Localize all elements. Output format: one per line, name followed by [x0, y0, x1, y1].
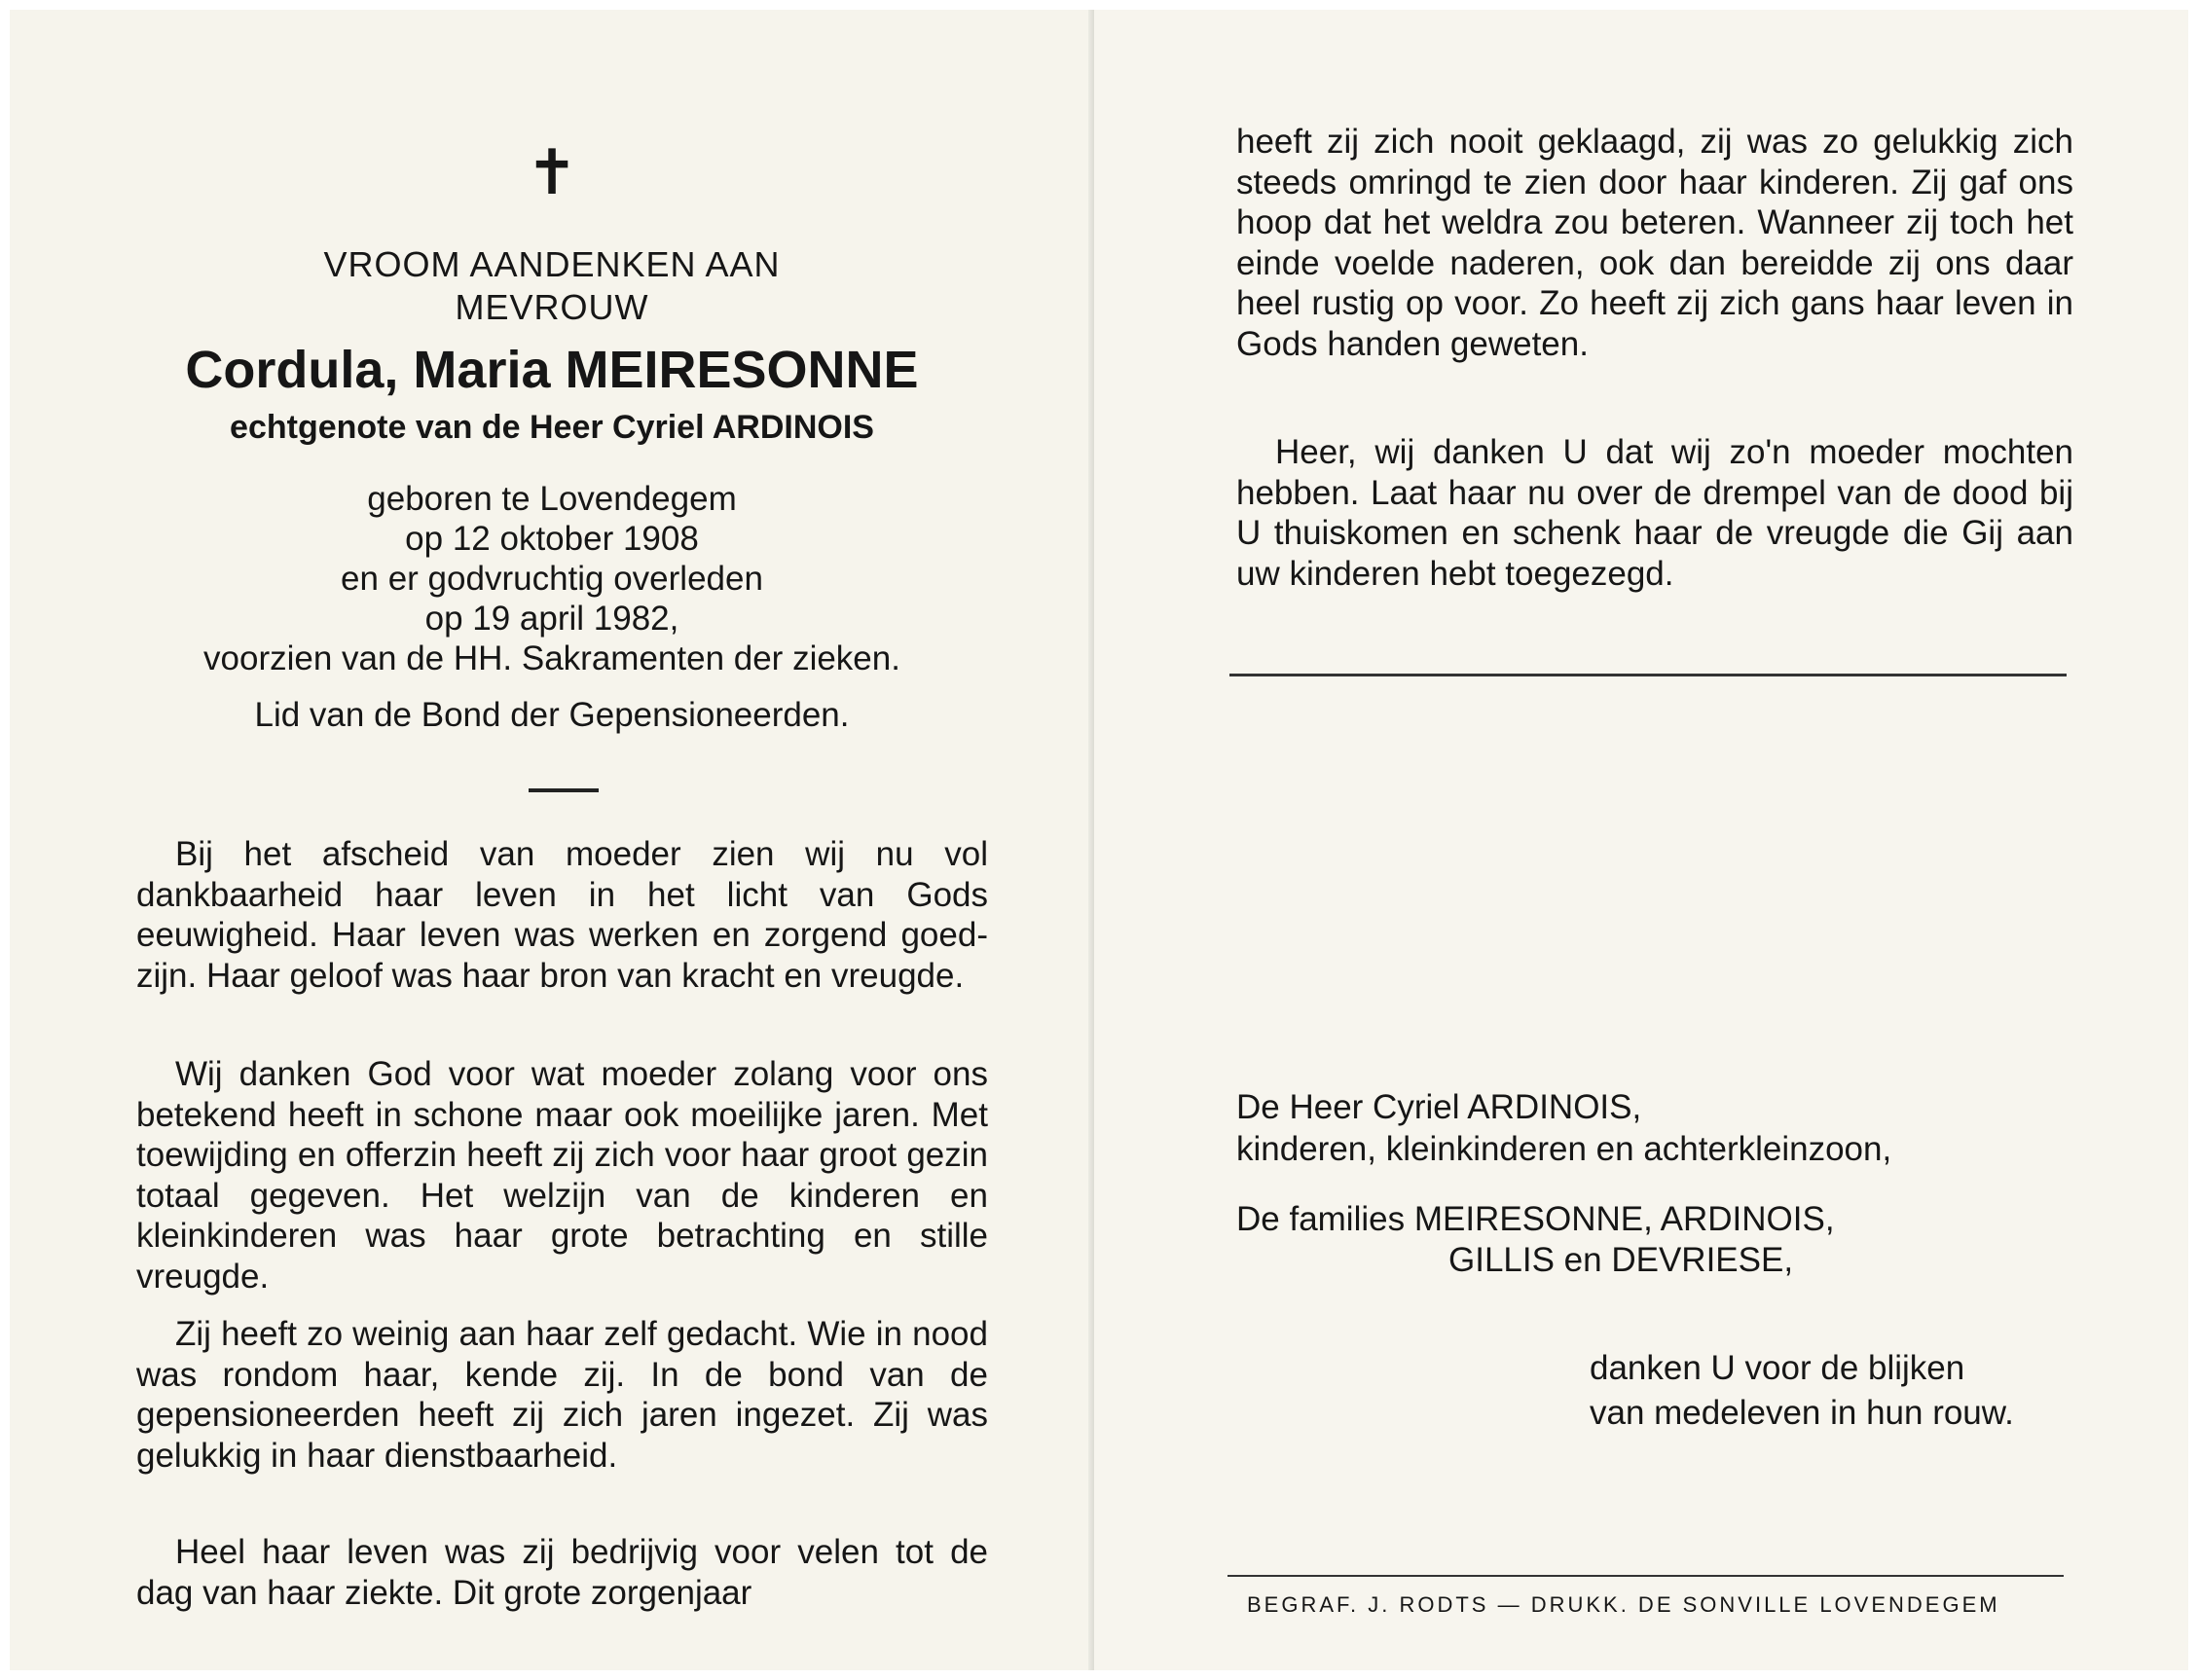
families-line-1: De families MEIRESONNE, ARDINOIS, [1236, 1200, 1835, 1238]
paragraph-text: Wij danken God voor wat moeder zolang voor ons betekend heeft in schone maar ook moeilijke jaren. Met toewijding en offerzin heeft zij zich voor haar groot gezin totaal gegeven. Het welzijn van de kinderen en kleinkinderen was haar grote betrachting en stille vreugde. [136, 1055, 988, 1296]
left-paragraph-2 [136, 1054, 988, 1297]
separator-dash [529, 788, 599, 792]
cross-icon: ✝ [526, 137, 578, 207]
right-paragraph-1 [1236, 122, 2073, 364]
family-line-1: De Heer Cyriel ARDINOIS, [1236, 1088, 1642, 1126]
left-paragraph-4 [136, 1532, 988, 1613]
families-line-2: GILLIS en DEVRIESE, [1448, 1241, 1794, 1279]
birth-death-line: op 12 oktober 1908 [405, 520, 699, 558]
family-line-2: kinderen, kleinkinderen en achterkleinzoon, [1236, 1130, 1892, 1168]
paragraph-text: Zij heeft zo weinig aan haar zelf gedacht. Wie in nood was rondom haar, kende zij. In de bond van de gepensioneerden heeft zij zich jaren ingezet. Zij was gelukkig in haar dienstbaarheid. [136, 1315, 988, 1475]
birth-death-line: geboren te Lovendegem [367, 480, 737, 518]
in-memory-line-1: VROOM AANDENKEN AAN [323, 244, 781, 284]
birth-death-line: op 19 april 1982, [424, 600, 679, 638]
divider-rule [1229, 674, 2067, 676]
left-paragraph-1 [136, 834, 988, 996]
spouse-line: echtgenote van de Heer Cyriel ARDINOIS [230, 409, 874, 446]
right-paragraph-2 [1236, 432, 2073, 594]
in-memory-line-2: MEVROUW [455, 287, 649, 327]
birth-death-details [10, 479, 1094, 678]
paragraph-text: Heel haar leven was zij bedrijvig voor velen tot de dag van haar ziekte. Dit grote zorgenjaar [136, 1533, 988, 1612]
paragraph-text: Bij het afscheid van moeder zien wij nu vol dankbaarheid haar leven in het licht van Gods eeuwigheid. Haar leven was werken en zorgend goed-zijn. Haar geloof was haar bron van kracht en vreugde. [136, 835, 988, 995]
paragraph-text: Heer, wij danken U dat wij zo'n moeder mochten hebben. Laat haar nu over de drempel van de dood bij U thuiskomen en schenk haar de vreugde die Gij aan uw kinderen hebt toegezegd. [1236, 433, 2073, 593]
left-paragraph-3 [136, 1314, 988, 1476]
birth-death-line: voorzien van de HH. Sakramenten der zieken. [203, 639, 900, 677]
deceased-name: Cordula, Maria MEIRESONNE [185, 341, 919, 399]
thanks-line-2: van medeleven in hun rouw. [1590, 1394, 2014, 1432]
membership-line: Lid van de Bond der Gepensioneerden. [254, 696, 850, 734]
paragraph-text: heeft zij zich nooit geklaagd, zij was zo gelukkig zich steeds omringd te zien door haar kinderen. Zij gaf ons hoop dat het weldra zou beteren. Wanneer zij toch het einde voelde naderen, ook dan bereidde zij ons daar heel rustig op voor. Zo heeft zij zich gans haar leven in Gods handen geweten. [1236, 123, 2073, 363]
footer-rule [1227, 1575, 2064, 1577]
birth-death-line: en er godvruchtig overleden [341, 560, 763, 598]
printer-credit: BEGRAF. J. RODTS — DRUKK. DE SONVILLE LOVENDEGEM [1247, 1592, 2000, 1617]
thanks-line-1: danken U voor de blijken [1590, 1349, 1965, 1387]
in-memory-heading [10, 243, 1094, 329]
